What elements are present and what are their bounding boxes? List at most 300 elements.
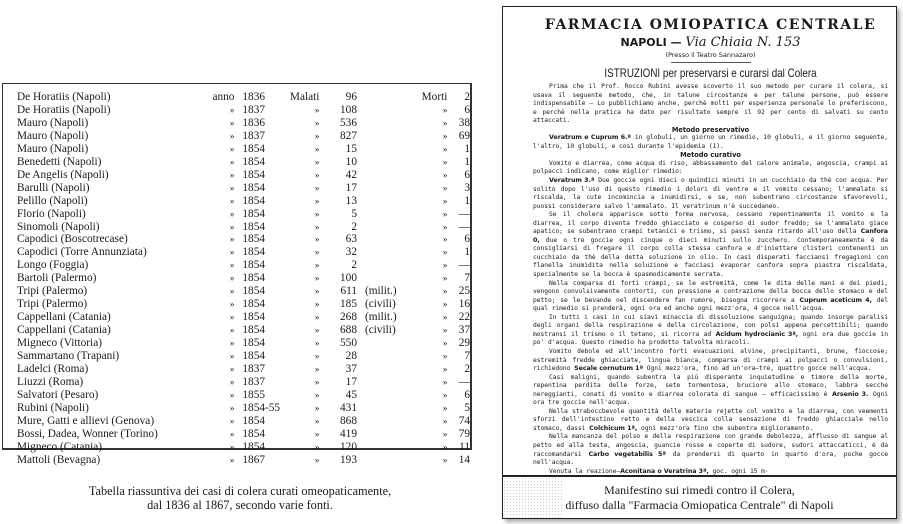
physician-name: Liuzzi (Roma) bbox=[17, 375, 84, 388]
anno-label: » bbox=[229, 117, 235, 128]
table-row bbox=[17, 272, 470, 285]
morti-value: 6 bbox=[464, 233, 470, 246]
physician-name: Sammartano (Trapani) bbox=[17, 350, 120, 363]
morti-value: 6 bbox=[464, 103, 470, 116]
morti-value: 29 bbox=[458, 337, 470, 350]
physician-name: Cappellani (Catania) bbox=[17, 311, 111, 324]
anno-label: » bbox=[229, 351, 235, 362]
malati-value: 827 bbox=[340, 129, 357, 142]
morti-label: » bbox=[442, 208, 448, 219]
morti-label: » bbox=[442, 402, 448, 413]
year-value: 1854 bbox=[242, 207, 265, 220]
patient-type-note bbox=[357, 428, 415, 441]
anno-label: » bbox=[229, 130, 235, 141]
anno-label: » bbox=[229, 389, 235, 400]
malati-label: » bbox=[314, 415, 320, 426]
anno-label: » bbox=[229, 364, 235, 375]
morti-value: 37 bbox=[458, 324, 470, 337]
paragraph-text: due o tre goccie ogni cinque o dieci minuti sullo zucchero. Contemporaneamente è da consigliarsi di fregare il corpo colla stessa canfora e d'iniettare clisteri contenenti un cucchiaio da thè della detta soluzione in olio. In casi disperati facciansi fregagioni con flanella inumidita nella soluzione e facciasi evaporar canfora sopra piastra riscaldata, specialmente se la bocca è spasmodicamente serrata. bbox=[533, 236, 888, 279]
malati-label: » bbox=[314, 208, 320, 219]
patient-type-note: (milit.) bbox=[364, 311, 397, 324]
morti-label: » bbox=[442, 273, 448, 284]
year-value: 1854 bbox=[242, 440, 265, 453]
table-row bbox=[17, 285, 470, 298]
physician-name: Bossi, Dadea, Wonner (Torino) bbox=[17, 427, 158, 440]
year-value: 1836 bbox=[242, 116, 265, 129]
morti-value: 2 bbox=[464, 91, 470, 103]
morti-value: 69 bbox=[458, 129, 470, 142]
table-caption bbox=[0, 484, 480, 512]
year-value: 1854 bbox=[242, 337, 265, 350]
physician-name: Tripi (Palermo) bbox=[17, 285, 88, 298]
morti-value: 14 bbox=[458, 453, 470, 466]
morti-label: » bbox=[442, 104, 448, 115]
table-row bbox=[17, 324, 470, 337]
cases-table-frame bbox=[2, 83, 472, 466]
malati-value: 63 bbox=[345, 233, 357, 246]
malati-value: 108 bbox=[340, 103, 357, 116]
year-value: 1854 bbox=[242, 181, 265, 194]
morti-label: » bbox=[442, 351, 448, 362]
physician-name: Migneco (Catania) bbox=[17, 440, 103, 453]
paragraph-text: ogni mezz'ora fino che subentra miglioramento. bbox=[641, 424, 814, 432]
physician-name: Mauro (Napoli) bbox=[17, 142, 89, 155]
remedy-name: Carbo vegetabilis 5ª bbox=[588, 450, 666, 458]
malati-label: » bbox=[314, 312, 320, 323]
curativo-paragraph-1: Vomito e diarrea, come acqua di riso, abbassamento del calore animale, angoscia, crampi ai polpacci indicano, come miglior rimedio: bbox=[533, 159, 888, 176]
patient-type-note: (civili) bbox=[364, 298, 396, 311]
patient-type-note bbox=[357, 195, 415, 208]
anno-label: » bbox=[229, 143, 235, 154]
table-row bbox=[17, 441, 470, 454]
anno-label: » bbox=[229, 299, 235, 310]
malati-value: 28 bbox=[345, 350, 357, 363]
malati-value: 268 bbox=[340, 311, 357, 324]
table-caption-line-1: Tabella riassuntiva dei casi di colera curati omeopaticamente, bbox=[88, 484, 392, 498]
year-value: 1854 bbox=[242, 285, 265, 298]
patient-type-note bbox=[357, 91, 415, 104]
year-value: 1854 bbox=[242, 220, 265, 233]
morti-value: 16 bbox=[458, 298, 470, 311]
malati-label: » bbox=[314, 221, 320, 232]
malati-label: » bbox=[314, 195, 320, 206]
year-value: 1854 bbox=[242, 168, 265, 181]
year-value: 1837 bbox=[242, 375, 265, 388]
physician-name: Rubini (Napoli) bbox=[17, 401, 89, 414]
table-row bbox=[17, 415, 470, 428]
table-row bbox=[17, 104, 470, 117]
malati-value: 868 bbox=[340, 414, 357, 427]
patient-type-note bbox=[357, 117, 415, 130]
malati-label: » bbox=[314, 389, 320, 400]
curativo-paragraph-9 bbox=[533, 433, 888, 467]
morti-label: Morti bbox=[421, 91, 448, 103]
year-value: 1854 bbox=[242, 350, 265, 363]
physician-name: Cappellani (Catania) bbox=[17, 324, 111, 337]
malati-label: » bbox=[314, 104, 320, 115]
morti-value: 25 bbox=[458, 285, 470, 298]
patient-type-note bbox=[357, 415, 415, 428]
malati-value: 42 bbox=[345, 168, 357, 181]
patient-type-note bbox=[357, 389, 415, 402]
malati-value: 419 bbox=[340, 427, 357, 440]
table-row bbox=[17, 428, 470, 441]
malati-label: Malati bbox=[289, 91, 320, 103]
paragraph-text: Vomito debole ed all'incontro forti evacuazioni alvine, precipitanti, brune, fioccose; estremità fredde ghiacciate, lingua bianca, comparsa di crampi ai polpacci o convulsioni, richiedono bbox=[533, 347, 888, 373]
morti-label: » bbox=[442, 247, 448, 258]
table-row bbox=[17, 246, 470, 259]
morti-label: » bbox=[442, 143, 448, 154]
physician-name: Pelillo (Napoli) bbox=[17, 194, 88, 207]
anno-label: » bbox=[229, 169, 235, 180]
year-value: 1854 bbox=[242, 272, 265, 285]
malati-value: 536 bbox=[340, 116, 357, 129]
year-value: 1837 bbox=[242, 129, 265, 142]
physician-name: Salvatori (Pesaro) bbox=[17, 388, 99, 401]
leaflet-address bbox=[533, 35, 888, 50]
patient-type-note bbox=[357, 259, 415, 272]
physician-name: Capodici (Boscotrecase) bbox=[17, 233, 128, 246]
paragraph-text: Nella comparsa di forti crampi, se le estremità, come le dita delle mani e dei piedi, vengono convulsivamente contorti, con pressione e contrazione della bocca dello stomaco e del petto; se le bevande nel discendere fan rumore, bisogna ricorrere a bbox=[533, 279, 888, 304]
malati-label: » bbox=[314, 182, 320, 193]
table-caption-line-2: dal 1836 al 1867, secondo varie fonti. bbox=[147, 498, 333, 512]
year-value: 1854 bbox=[242, 142, 265, 155]
physician-name: De Horatiis (Napoli) bbox=[17, 91, 111, 103]
physician-name: Mattoli (Bevagna) bbox=[17, 453, 101, 466]
malati-label: » bbox=[314, 428, 320, 439]
malati-value: 13 bbox=[345, 194, 357, 207]
remedy-name: Aconitana o Veratrina 3ª, bbox=[620, 467, 709, 475]
morti-label: » bbox=[442, 169, 448, 180]
anno-label: anno bbox=[212, 91, 235, 103]
anno-label: » bbox=[229, 104, 235, 115]
malati-label: » bbox=[314, 338, 320, 349]
paragraph-text: Nella mancanza del polso e della respirazione con grande debolezza, afflusso di sangue al petto ed alla testa, angoscia, guancie rosse e coperte di sudore, sudori attaccaticci, è da raccomandarsi bbox=[533, 433, 888, 458]
malati-label: » bbox=[314, 169, 320, 180]
curativo-paragraph-4 bbox=[533, 280, 888, 314]
leaflet-heading: ISTRUZIONI per preservarsi e curarsi dal Colera bbox=[604, 66, 817, 80]
morti-label: » bbox=[442, 299, 448, 310]
morti-label: » bbox=[442, 364, 448, 375]
malati-value: 431 bbox=[340, 401, 357, 414]
morti-value: 7 bbox=[464, 350, 470, 363]
physician-name: Mauro (Napoli) bbox=[17, 116, 89, 129]
paragraph-text: in globuli, un giorno un rimedio, 10 globuli, e il giorno seguente, l'altro, 10 globuli, e così durante l'epidemia (1). bbox=[533, 134, 888, 150]
morti-value: — bbox=[458, 259, 470, 272]
physician-name: De Angelis (Napoli) bbox=[17, 168, 109, 181]
anno-label: » bbox=[229, 402, 235, 413]
malati-label: » bbox=[314, 286, 320, 297]
anno-label: » bbox=[229, 195, 235, 206]
malati-label: » bbox=[314, 273, 320, 284]
table-row bbox=[17, 182, 470, 195]
table-row bbox=[17, 298, 470, 311]
paragraph-text: ogni ora due goccie in po' d'acqua. Questo rimedio ha prodotto talvolta miracoli. bbox=[533, 330, 888, 347]
year-value: 1855 bbox=[242, 388, 265, 401]
physician-name: Capodici (Torre Annunziata) bbox=[17, 246, 147, 259]
malati-label: » bbox=[314, 299, 320, 310]
intro-paragraph: Prima che il Prof. Rocco Rubini avesse scoverto il suo metodo per curare il colera, si usava il seguente metodo, che, in talune circostanze e per talune persone, può essere indispensabile — Lo pubblichiamo anche, perchè molti per esperienza personale lo preferiscono, e perchè nella pratica ha dato per risultato sempre il 92 per cento di salvati su cento attaccati. bbox=[533, 83, 888, 125]
morti-label: » bbox=[442, 376, 448, 387]
morti-value: 1 bbox=[464, 246, 470, 259]
leaflet-document bbox=[502, 6, 897, 519]
malati-value: 120 bbox=[340, 440, 357, 453]
table-row bbox=[17, 350, 470, 363]
anno-label: » bbox=[229, 441, 235, 452]
year-value: 1837 bbox=[242, 103, 265, 116]
malati-label: » bbox=[314, 325, 320, 336]
morti-value: 79 bbox=[458, 427, 470, 440]
table-row bbox=[17, 130, 470, 143]
side-footnote bbox=[503, 7, 529, 475]
morti-value: — bbox=[458, 207, 470, 220]
malati-value: 688 bbox=[340, 324, 357, 337]
physician-name: Mauro (Napoli) bbox=[17, 129, 89, 142]
year-value: 1854 bbox=[242, 298, 265, 311]
patient-type-note bbox=[357, 337, 415, 350]
remedy-name: Canfora 0, bbox=[533, 228, 888, 244]
paragraph-text: Ogni ora tre goccie nell'acqua. bbox=[533, 390, 888, 407]
morti-value: 2 bbox=[464, 363, 470, 376]
remedy-name: Acidum hydrocianic 3ª, bbox=[715, 330, 799, 338]
morti-label: » bbox=[442, 286, 448, 297]
malati-value: 2 bbox=[351, 259, 357, 272]
table-row bbox=[17, 233, 470, 246]
year-value: 1854 bbox=[242, 324, 265, 337]
morti-value: 7 bbox=[464, 272, 470, 285]
patient-type-note bbox=[357, 156, 415, 169]
paragraph-text: Due goccie ogni dieci o quindici minuti in un cucchiaio da thè con acqua. Per solito dopo l'uso di questo rimedio i dolori di ventre e il vomito cessano; l'ammalato si riscalda, la cute incomincia a inumidirsi, e se, non subentrano circostanze sfavorevoli, puossi considerare salvo l'ammalato. Il veratrinum n'è succedaneo. bbox=[533, 177, 889, 210]
curativo-paragraph-8 bbox=[533, 408, 888, 434]
morti-value: 5 bbox=[464, 401, 470, 414]
malati-value: 550 bbox=[340, 337, 357, 350]
patient-type-note bbox=[357, 454, 415, 467]
year-value: 1854 bbox=[242, 427, 265, 440]
patient-type-note bbox=[357, 169, 415, 182]
anno-label: » bbox=[229, 415, 235, 426]
anno-label: » bbox=[229, 182, 235, 193]
patient-type-note bbox=[357, 363, 415, 376]
patient-type-note bbox=[357, 182, 415, 195]
leaflet-body bbox=[533, 11, 888, 476]
anno-label: » bbox=[229, 376, 235, 387]
paragraph-text: In tutti i casi in cui siavi minaccia di dissoluzione sanguigna; quando insorge paralisi degli organi della respirazione e della circolazione, con polsi appena percettibili; quando mostransi il trismo o il tetano, si ricorra ad bbox=[533, 313, 888, 338]
year-value: 1854 bbox=[242, 414, 265, 427]
cases-table bbox=[17, 91, 470, 467]
remedy-name: Secale cornutum 1ª bbox=[574, 365, 643, 373]
malati-value: 5 bbox=[351, 207, 357, 220]
year-value: 1854 bbox=[242, 155, 265, 168]
morti-value: 11 bbox=[459, 440, 470, 453]
malati-value: 10 bbox=[345, 155, 357, 168]
table-row bbox=[17, 117, 470, 130]
malati-value: 32 bbox=[345, 246, 357, 259]
subheading-preservativo: Metodo preservativo bbox=[671, 125, 750, 134]
remedy-name: Colchicum 1ª, bbox=[589, 424, 638, 432]
morti-label: » bbox=[442, 415, 448, 426]
table-row bbox=[17, 169, 470, 182]
address-street: Via Chiaia N. 153 bbox=[685, 35, 801, 50]
morti-value: 22 bbox=[458, 311, 470, 324]
title-rule bbox=[671, 62, 751, 63]
malati-value: 100 bbox=[340, 272, 357, 285]
malati-label: » bbox=[314, 364, 320, 375]
morti-label: » bbox=[442, 234, 448, 245]
patient-type-note bbox=[357, 376, 415, 389]
malati-label: » bbox=[314, 351, 320, 362]
anno-label: » bbox=[229, 338, 235, 349]
paragraph-text: Venuta la reazione— bbox=[549, 467, 621, 475]
malati-label: » bbox=[314, 260, 320, 271]
patient-type-note bbox=[357, 246, 415, 259]
table-row bbox=[17, 91, 470, 104]
malati-label: » bbox=[314, 402, 320, 413]
physician-name: Migneco (Vittoria) bbox=[17, 337, 102, 350]
table-row bbox=[17, 221, 470, 234]
morti-label: » bbox=[442, 195, 448, 206]
table-row bbox=[17, 156, 470, 169]
morti-value: 38 bbox=[458, 116, 470, 129]
paragraph-text: da prendersi di quarto in quarto d'ora, poche gocce nell'acqua. bbox=[533, 450, 888, 467]
remedy-name: Veratrum e Cuprum 6.ª bbox=[549, 134, 631, 142]
curativo-paragraph-2 bbox=[533, 177, 888, 211]
physician-name: Ladelci (Roma) bbox=[17, 363, 89, 376]
curativo-paragraph-5 bbox=[533, 314, 888, 348]
table-row bbox=[17, 376, 470, 389]
malati-label: » bbox=[314, 247, 320, 258]
anno-label: » bbox=[229, 208, 235, 219]
morti-value: 74 bbox=[458, 414, 470, 427]
leaflet-caption-line-1: Manifestino sui rimedi contro il Colera, bbox=[604, 483, 795, 497]
patient-type-note: (civili) bbox=[364, 324, 396, 337]
table-row bbox=[17, 208, 470, 221]
anno-label: » bbox=[229, 221, 235, 232]
morti-label: » bbox=[442, 221, 448, 232]
table-row bbox=[17, 402, 470, 415]
anno-label: » bbox=[229, 156, 235, 167]
malati-value: 611 bbox=[340, 285, 357, 298]
malati-label: » bbox=[314, 376, 320, 387]
paragraph-text: del qual rimedio si prenderà, ogni ora ed anche ogni mezz'ora, 4 gocce nell'acqua. bbox=[533, 296, 888, 313]
anno-label: » bbox=[229, 428, 235, 439]
malati-value: 185 bbox=[340, 298, 357, 311]
morti-label: » bbox=[442, 338, 448, 349]
physician-name: Tripi (Palermo) bbox=[17, 298, 88, 311]
anno-label: » bbox=[229, 286, 235, 297]
physician-name: Longo (Foggia) bbox=[17, 259, 89, 272]
morti-label: » bbox=[442, 130, 448, 141]
morti-value: 6 bbox=[464, 388, 470, 401]
morti-label: » bbox=[442, 454, 448, 465]
year-value: 1836 bbox=[242, 91, 265, 103]
malati-label: » bbox=[314, 130, 320, 141]
malati-label: » bbox=[314, 454, 320, 465]
malati-value: 37 bbox=[345, 363, 357, 376]
morti-value: 1 bbox=[464, 142, 470, 155]
morti-value: 3 bbox=[464, 181, 470, 194]
malati-value: 96 bbox=[345, 91, 357, 103]
remedy-name: Arsenio 3. bbox=[832, 390, 869, 398]
morti-label: » bbox=[442, 428, 448, 439]
morti-label: » bbox=[442, 182, 448, 193]
table-row bbox=[17, 259, 470, 272]
physician-name: Benedetti (Napoli) bbox=[17, 155, 102, 168]
physician-name: Florio (Napoli) bbox=[17, 207, 86, 220]
leaflet-title: FARMACIA OMIOPATICA CENTRALE bbox=[544, 17, 877, 33]
physician-name: De Horatiis (Napoli) bbox=[17, 103, 111, 116]
year-value: 1854 bbox=[242, 194, 265, 207]
paragraph-text: Se il cholera apparisce sotto forma nervosa, cessano repentinamente il vomito e la diarrea, il corpo diventa freddo ghiacciato e cosperso di sudor freddo; se l'ammalato giace apatico; se subentrano crampi tetanici e trismo, si passi senza ritardo all'uso della bbox=[533, 211, 888, 236]
curativo-paragraph-7 bbox=[533, 374, 888, 408]
physician-name: Sinomoli (Napoli) bbox=[17, 220, 100, 233]
table-row bbox=[17, 363, 470, 376]
anno-label: » bbox=[229, 260, 235, 271]
morti-value: 6 bbox=[464, 168, 470, 181]
anno-label: » bbox=[229, 273, 235, 284]
year-value: 1837 bbox=[242, 363, 265, 376]
malati-value: 45 bbox=[345, 388, 357, 401]
preservativo-paragraph bbox=[533, 134, 888, 151]
patient-type-note bbox=[357, 350, 415, 363]
morti-label: » bbox=[442, 260, 448, 271]
leaflet-caption bbox=[503, 483, 896, 513]
table-row bbox=[17, 337, 470, 350]
year-value: 1854-55 bbox=[242, 401, 281, 414]
year-value: 1854 bbox=[242, 259, 265, 272]
morti-label: » bbox=[442, 156, 448, 167]
year-value: 1854 bbox=[242, 246, 265, 259]
patient-type-note bbox=[357, 221, 415, 234]
patient-type-note bbox=[357, 104, 415, 117]
year-value: 1854 bbox=[242, 311, 265, 324]
table-row bbox=[17, 143, 470, 156]
curativo-paragraph-3 bbox=[533, 211, 888, 279]
morti-label: » bbox=[442, 117, 448, 128]
morti-value: 1 bbox=[464, 155, 470, 168]
patient-type-note: (milit.) bbox=[364, 285, 397, 298]
morti-label: » bbox=[442, 441, 448, 452]
malati-value: 2 bbox=[351, 220, 357, 233]
physician-name: Mure, Gatti e allievi (Genova) bbox=[17, 414, 155, 427]
malati-label: » bbox=[314, 117, 320, 128]
paragraph-text: goc. ogni 15 m· bbox=[712, 467, 769, 475]
malati-label: » bbox=[314, 234, 320, 245]
paragraph-text: Casi maligni, quando subentra la più disperante inquietudine e timore della morte, repentina perdita delle forze, sete tormentosa, bruciore allo stomaco, labbra secche nereggianti, conati di vomito e diarrea colorata di sangue — efficacissimo è bbox=[533, 373, 888, 398]
anno-label: » bbox=[229, 234, 235, 245]
morti-label: » bbox=[442, 325, 448, 336]
malati-label: » bbox=[314, 143, 320, 154]
malati-label: » bbox=[314, 156, 320, 167]
malati-value: 17 bbox=[345, 181, 357, 194]
year-value: 1867 bbox=[242, 453, 265, 466]
table-row bbox=[17, 389, 470, 402]
paragraph-text: Nella straboccbevole quantità delle materie rejette col vomito e la diarrea, con veementi sforzi dell'intestino retto e della vescica colla sensazione di freddo ghiacciale nello stomaco, dassi bbox=[533, 407, 888, 432]
physician-name: Barulli (Napoli) bbox=[17, 181, 90, 194]
anno-label: » bbox=[229, 454, 235, 465]
remedy-name: Cuprum aceticum 4, bbox=[799, 296, 872, 304]
morti-value: — bbox=[458, 375, 470, 388]
patient-type-note bbox=[357, 208, 415, 221]
leaflet-caption-line-2: diffuso dalla "Farmacia Omiopatica Centrale" di Napoli bbox=[565, 498, 834, 512]
curativo-paragraph-6 bbox=[533, 348, 888, 374]
malati-label: » bbox=[314, 441, 320, 452]
patient-type-note bbox=[357, 233, 415, 246]
patient-type-note bbox=[357, 272, 415, 285]
anno-label: » bbox=[229, 325, 235, 336]
morti-value: 1 bbox=[464, 194, 470, 207]
table-row bbox=[17, 454, 470, 467]
malati-value: 15 bbox=[345, 142, 357, 155]
